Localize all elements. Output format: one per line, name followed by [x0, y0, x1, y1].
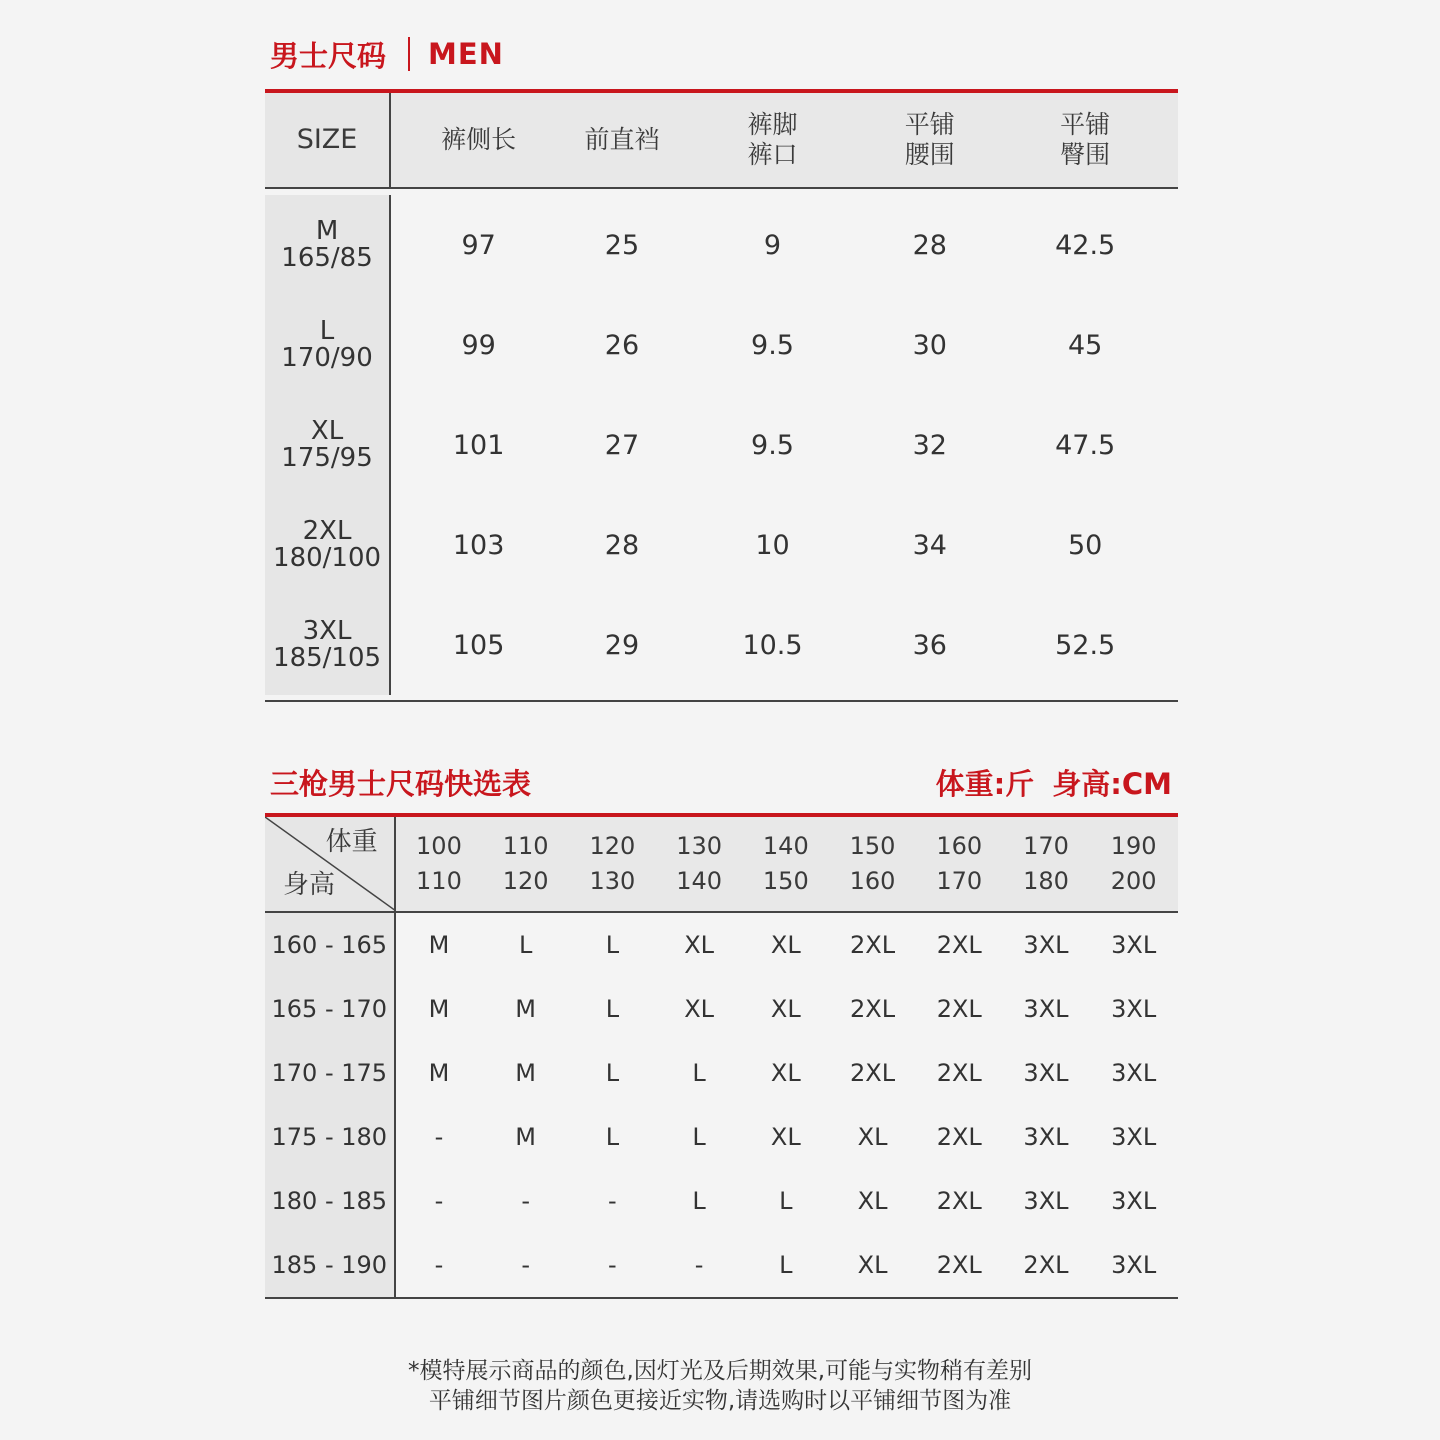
weight-min: 130	[676, 832, 722, 860]
recommended-size-cell: L	[605, 1059, 620, 1087]
recommended-size-cell: 2XL	[936, 995, 982, 1023]
size-label: 2XL	[302, 516, 352, 546]
recommended-size-cell: M	[515, 1059, 537, 1087]
weight-max: 170	[936, 867, 983, 895]
title-divider	[408, 37, 410, 71]
recommended-size-cell: M	[428, 995, 450, 1023]
height-range-cell: 180 - 185	[265, 1169, 396, 1233]
weight-min: 120	[589, 832, 636, 860]
recommended-size-cell: L	[605, 995, 620, 1023]
footnote	[0, 1356, 1440, 1416]
unit-note: 体重:斤 身高:CM	[935, 766, 1172, 801]
recommended-size-cell: XL	[770, 1059, 801, 1087]
recommended-size-cell: 2XL	[936, 1059, 982, 1087]
weight-range-header	[1003, 829, 1090, 899]
recommended-size-cell: L	[692, 1059, 706, 1087]
corner-weight-label: 体重	[325, 827, 378, 857]
size-label: M	[315, 216, 339, 246]
size-row	[265, 295, 1178, 395]
recommended-size-cell: XL	[684, 995, 714, 1023]
quick-select-table	[265, 817, 1178, 1297]
measurement-cell: 25	[604, 229, 640, 261]
size-spec: 175/95	[281, 443, 373, 473]
recommended-size-cell: 3XL	[1111, 1187, 1157, 1215]
recommended-size-cell: 2XL	[849, 931, 896, 959]
height-row	[265, 913, 1178, 977]
recommended-size-cell: 2XL	[1023, 1251, 1069, 1279]
height-row	[265, 1169, 1178, 1233]
recommended-size-cell: 2XL	[936, 931, 982, 959]
recommended-size-cell: 3XL	[1023, 1059, 1069, 1087]
size-spec: 170/90	[281, 343, 373, 373]
header-size: SIZE	[265, 93, 391, 187]
size-cell	[265, 395, 391, 495]
weight-min: 170	[1023, 832, 1069, 860]
recommended-size-cell: 3XL	[1111, 1059, 1157, 1087]
size-row	[265, 495, 1178, 595]
weight-min: 100	[416, 832, 462, 860]
measurement-cell: 99	[461, 329, 496, 361]
size-cell	[265, 495, 391, 595]
measurement-cell: 52.5	[1055, 629, 1116, 661]
measurement-cell: 30	[912, 329, 947, 361]
recommended-size-cell: -	[434, 1187, 444, 1215]
quick-table-bottom-rule	[265, 1297, 1178, 1299]
weight-range-header	[656, 829, 743, 899]
recommended-size-cell: L	[779, 1251, 793, 1279]
size-spec: 180/100	[273, 543, 382, 573]
recommended-size-cell: 2XL	[849, 1059, 896, 1087]
recommended-size-cell: 2XL	[936, 1123, 982, 1151]
measurement-cell: 28	[604, 529, 640, 561]
measurement-cell: 27	[604, 429, 640, 461]
corner-cell	[265, 817, 396, 911]
footnote-line-2: 平铺细节图片颜色更接近实物,请选购时以平铺细节图为准	[428, 1388, 1012, 1414]
height-range-cell: 165 - 170	[265, 977, 396, 1041]
recommended-size-cell: XL	[684, 931, 714, 959]
size-cell	[265, 595, 391, 695]
measurement-cell: 42.5	[1055, 229, 1116, 261]
recommended-size-cell: 3XL	[1023, 1187, 1069, 1215]
header-outseam: 裤侧长	[441, 125, 517, 154]
recommended-size-cell: 3XL	[1023, 995, 1069, 1023]
weight-range-header	[396, 829, 483, 899]
recommended-size-cell: 2XL	[849, 995, 896, 1023]
header-hip: 平铺 臀围	[1060, 110, 1111, 169]
weight-min: 150	[849, 832, 896, 860]
size-table	[265, 93, 1178, 695]
size-row	[265, 395, 1178, 495]
size-cell	[265, 195, 391, 295]
recommended-size-cell: -	[434, 1123, 444, 1151]
measurement-cell: 101	[452, 429, 505, 461]
weight-max: 150	[762, 867, 809, 895]
weight-max: 180	[1023, 867, 1069, 895]
measurement-cell: 97	[461, 229, 496, 261]
recommended-size-cell: XL	[770, 995, 801, 1023]
recommended-size-cell: M	[428, 1059, 450, 1087]
measurement-cell: 28	[912, 229, 947, 261]
recommended-size-cell: M	[515, 995, 537, 1023]
weight-min: 140	[762, 832, 809, 860]
recommended-size-cell: XL	[857, 1251, 888, 1279]
weight-range-header	[1089, 829, 1178, 899]
height-row	[265, 977, 1178, 1041]
measurement-cell: 105	[452, 629, 505, 661]
size-label: XL	[310, 416, 344, 446]
measurement-cell: 10.5	[742, 629, 803, 661]
size-table-bottom-rule	[265, 700, 1178, 702]
size-row	[265, 595, 1178, 695]
recommended-size-cell: 2XL	[936, 1251, 982, 1279]
measurement-cell: 45	[1067, 329, 1103, 361]
recommended-size-cell: 3XL	[1111, 995, 1157, 1023]
weight-range-header	[916, 829, 1003, 899]
quick-select-title: 三枪男士尺码快选表	[270, 766, 532, 801]
weight-range-header	[742, 829, 829, 899]
weight-max: 140	[676, 867, 722, 895]
recommended-size-cell: L	[605, 1123, 620, 1151]
men-size-title	[270, 32, 504, 76]
recommended-size-cell: -	[521, 1187, 530, 1215]
weight-range-header	[569, 829, 656, 899]
recommended-size-cell: 3XL	[1111, 931, 1157, 959]
header-waist: 平铺 腰围	[904, 110, 955, 169]
recommended-size-cell: M	[428, 931, 450, 959]
height-range-cell: 185 - 190	[265, 1233, 396, 1297]
recommended-size-cell: 3XL	[1023, 1123, 1069, 1151]
measurement-cell: 10	[755, 529, 790, 561]
recommended-size-cell: 3XL	[1111, 1251, 1157, 1279]
height-row	[265, 1041, 1178, 1105]
recommended-size-cell: 3XL	[1111, 1123, 1157, 1151]
size-cell	[265, 295, 391, 395]
weight-min: 110	[502, 832, 549, 860]
recommended-size-cell: L	[779, 1187, 793, 1215]
recommended-size-cell: 2XL	[936, 1187, 982, 1215]
weight-max: 110	[416, 867, 462, 895]
size-table-header	[265, 93, 1178, 189]
measurement-cell: 9.5	[751, 429, 794, 461]
size-label: L	[319, 316, 335, 346]
header-front-rise: 前直裆	[584, 125, 660, 154]
size-spec: 185/105	[273, 643, 382, 673]
recommended-size-cell: XL	[770, 931, 801, 959]
quick-table-header	[265, 817, 1178, 913]
recommended-size-cell: XL	[857, 1123, 888, 1151]
height-range-cell: 160 - 165	[265, 913, 396, 977]
weight-min: 160	[936, 832, 983, 860]
recommended-size-cell: -	[608, 1187, 617, 1215]
recommended-size-cell: L	[605, 931, 620, 959]
size-row	[265, 189, 1178, 295]
measurement-cell: 47.5	[1055, 429, 1116, 461]
recommended-size-cell: -	[694, 1251, 704, 1279]
measurement-cell: 26	[604, 329, 640, 361]
title-en: MEN	[428, 37, 504, 71]
size-spec: 165/85	[281, 243, 373, 273]
measurement-cell: 29	[604, 629, 640, 661]
size-label: 3XL	[302, 616, 352, 646]
title-cn: 男士尺码	[270, 38, 387, 73]
weight-max: 120	[502, 867, 549, 895]
recommended-size-cell: L	[692, 1187, 706, 1215]
recommended-size-cell: XL	[770, 1123, 801, 1151]
measurement-cell: 103	[452, 529, 505, 561]
recommended-size-cell: XL	[857, 1187, 888, 1215]
measurement-cell: 32	[912, 429, 947, 461]
recommended-size-cell: L	[518, 931, 533, 959]
recommended-size-cell: M	[515, 1123, 537, 1151]
measurement-cell: 9	[763, 229, 782, 261]
height-range-cell: 170 - 175	[265, 1041, 396, 1105]
footnote-line-1: *模特展示商品的颜色,因灯光及后期效果,可能与实物稍有差别	[407, 1358, 1033, 1384]
measurement-cell: 34	[912, 529, 947, 561]
weight-min: 190	[1110, 832, 1157, 860]
measurement-cell: 36	[912, 629, 947, 661]
size-table-body	[265, 189, 1178, 695]
weight-max: 130	[589, 867, 636, 895]
recommended-size-cell: -	[608, 1251, 617, 1279]
corner-height-label: 身高	[283, 870, 336, 900]
recommended-size-cell: -	[521, 1251, 530, 1279]
quick-table-body	[265, 913, 1178, 1297]
weight-max: 160	[849, 867, 896, 895]
recommended-size-cell: L	[692, 1123, 706, 1151]
measurement-cell: 9.5	[751, 329, 794, 361]
measurement-cell: 50	[1067, 529, 1103, 561]
recommended-size-cell: -	[434, 1251, 444, 1279]
height-row	[265, 1233, 1178, 1297]
weight-range-header	[829, 829, 916, 899]
weight-max: 200	[1110, 867, 1157, 895]
height-row	[265, 1105, 1178, 1169]
header-leg-opening: 裤脚 裤口	[747, 110, 798, 169]
weight-range-header	[482, 829, 569, 899]
height-range-cell: 175 - 180	[265, 1105, 396, 1169]
recommended-size-cell: 3XL	[1023, 931, 1069, 959]
